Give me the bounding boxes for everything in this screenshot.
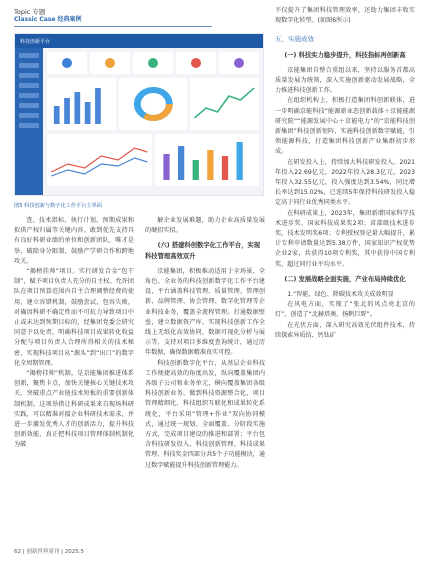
figure-kpi-card [47, 52, 87, 74]
paragraph: 1.“智能、绿色、降碳技术攻关成效明显 [287, 291, 394, 299]
figure-platform-screenshot [14, 33, 264, 196]
paragraph: 在光伏方面，深入研究高效光伏组件技术，持续探索异质结、钙钛矿 [275, 321, 415, 339]
page-header [14, 8, 82, 24]
figure-kpi-card [90, 52, 130, 74]
figure-app-bar [15, 34, 263, 48]
figure-panel [155, 134, 260, 186]
page-footer: 62 | 创新世界周刊 | 2025.5 [14, 549, 84, 555]
figure-kpi-card [133, 52, 173, 74]
figure-app-title: 科技创新平台 [20, 38, 51, 45]
paragraph: 在研发投入上，持续加大科技研发投入。2021年投入22.69亿元，2022年投入28.3亿元，2023年投入32.55亿元，投入强度达到3.54%，同比增长率达到15.02%，已连续5年保持科技研发投入稳定高于同行业优秀同类水平。 [275, 158, 415, 207]
figure-dashboard [47, 52, 259, 191]
article-column-2 [145, 216, 265, 471]
figure-kpi-card [219, 52, 259, 74]
column-label: Classic Case 经典案例 [14, 16, 82, 23]
paragraph: 解企业发展难题，助力企业高质量发展的硬招实招。 [145, 217, 265, 235]
subsection-heading: (六) 搭建科创数字化工作平台，实现科技管理高效双升 [145, 242, 260, 260]
paragraph: 科技创新数字化平台，从基层企业科技工作便捷高效的角度出发，纵向覆盖集团内各级子公司和业务单元，横向覆盖集团各级科技创新业务。做到科技资源整合化，项目管理精细化，科技组织互联化和成果转化系统化，平台采用“管理+作业”双向协同模式，通过统一规划、全面覆盖、分阶段实施方式，完成项目建设的推进和部署；平台包含科技研发投入、科技创新管理、科技成果管理、科技奖金四部分共5个子功能模块，通过数字赋能提升科技创新管理能力。 [145, 359, 265, 469]
paragraph: “揭榜挂帅”机制，是京能集团推进体系创新，聚焦卡点，加快关键核心关键技术攻关、突破重点产业链技术短板的重要创新体制机制，这项举措让科研成果来自现场科研实践，可以精准对接企业科研技术需求，并进一步激发优秀人才的创新活力，提升科技创新效能，真正把科技项目管理体制机制化为破 [14, 370, 134, 449]
subsection-heading: (一) 科技实力稳步提升，科技指标再创新高 [284, 51, 406, 59]
paragraph: 在风电方面，实现了“张北的风点亮北京的灯”，创造了“北赫塔奥，扬帆巨野”。 [275, 301, 415, 319]
paragraph: 在科研成果上，2023年，集团新增国家科学技术进步奖、国家科技成果奖2项；省部级技术进步奖，技术发明奖6项；专利授权登记量大幅提升，累计专利申请数量达到5.38万件，国家知识产权优势企业2家，共获得10项专利奖，其中获得中国专利奖，超过同行业平均水平。 [275, 209, 415, 268]
figure-sidebar [15, 48, 43, 195]
paragraph: 查、技术指标、执行计划、预期成果和拟供产权归属等关键内容。敢到优先支持具有良好科研业绩的单位和创新团队，唯才是举，破除身分限制，鼓励产学研合作和跨地攻关。 [14, 217, 134, 265]
figure-panel [190, 78, 259, 130]
subsection-heading: (二) 发展战略全面实施，产业布局持续优化 [284, 275, 406, 283]
topic-label: Topic 专题 [14, 8, 46, 16]
header-rule [14, 26, 212, 27]
paragraph: 京能集团自整合重组以来，坚持以服务首都高质量发展为统领，深入实施创新驱动发展战略，全力推进科技创新工作。 [275, 66, 415, 95]
paragraph: 京能集团，积极推动适用于全场景、全角色、全业务的科技创新数字化工作平台建设，平台涵盖科技管理、质量管理、管理创新、品牌管理、协会管理、数字化管理等企业科技业务，覆盖全流程管理。打通数据壁垒，建立数据资产库，实现科技创新工作全线上无纸化高效协同，数据可视化分析与展示等，支持对项目多维度查询统计，通过历年数据，确保数据精准真实可控。 [145, 267, 265, 357]
article-column-3 [275, 6, 415, 341]
paragraph: 在组织机构上，积极打造集团科创新联体，进一步明确京能科技“能源新业态创新载体＋京能能源研究院”“能源发展中心＋京能电力”的“京能科技创新集团”科技创新矩阵，实施科技创新数字赋能，引领能源科技，打造集团科技创新产业集群初步形成。 [275, 97, 415, 156]
paragraph: “揭榜挂帅”项目。实行研发合金“包干制”，赋予项目负责人充分的自主权。允许团队在项目预算范围内自主合理调整经费的使用，建立容错机制，鼓励尝试，包容失败，对确因科研不确定性而不可抗力导致项目中止或未达到预期目标的，经集团党委会研究同意予以免责，明确科技项目成果转化收益分配与项目负责人合理所得相关的技术秘密，实现科技项目从“源头”到“出口”的数字化全周期管理。 [14, 268, 134, 367]
article-column-1 [14, 216, 134, 451]
figure-panel [47, 78, 116, 130]
figure-caption: 图5 科技创新与数字化工作平台主界面 [14, 203, 102, 209]
figure-kpi-card [176, 52, 216, 74]
figure-panel [47, 134, 152, 186]
section-heading: 五、实施成效 [275, 35, 314, 44]
figure-panel [119, 78, 188, 130]
paragraph: 不仅提升了集团科技管理效率，还助力集团丰收实现数字化转型。(如图6所示) [275, 7, 415, 25]
